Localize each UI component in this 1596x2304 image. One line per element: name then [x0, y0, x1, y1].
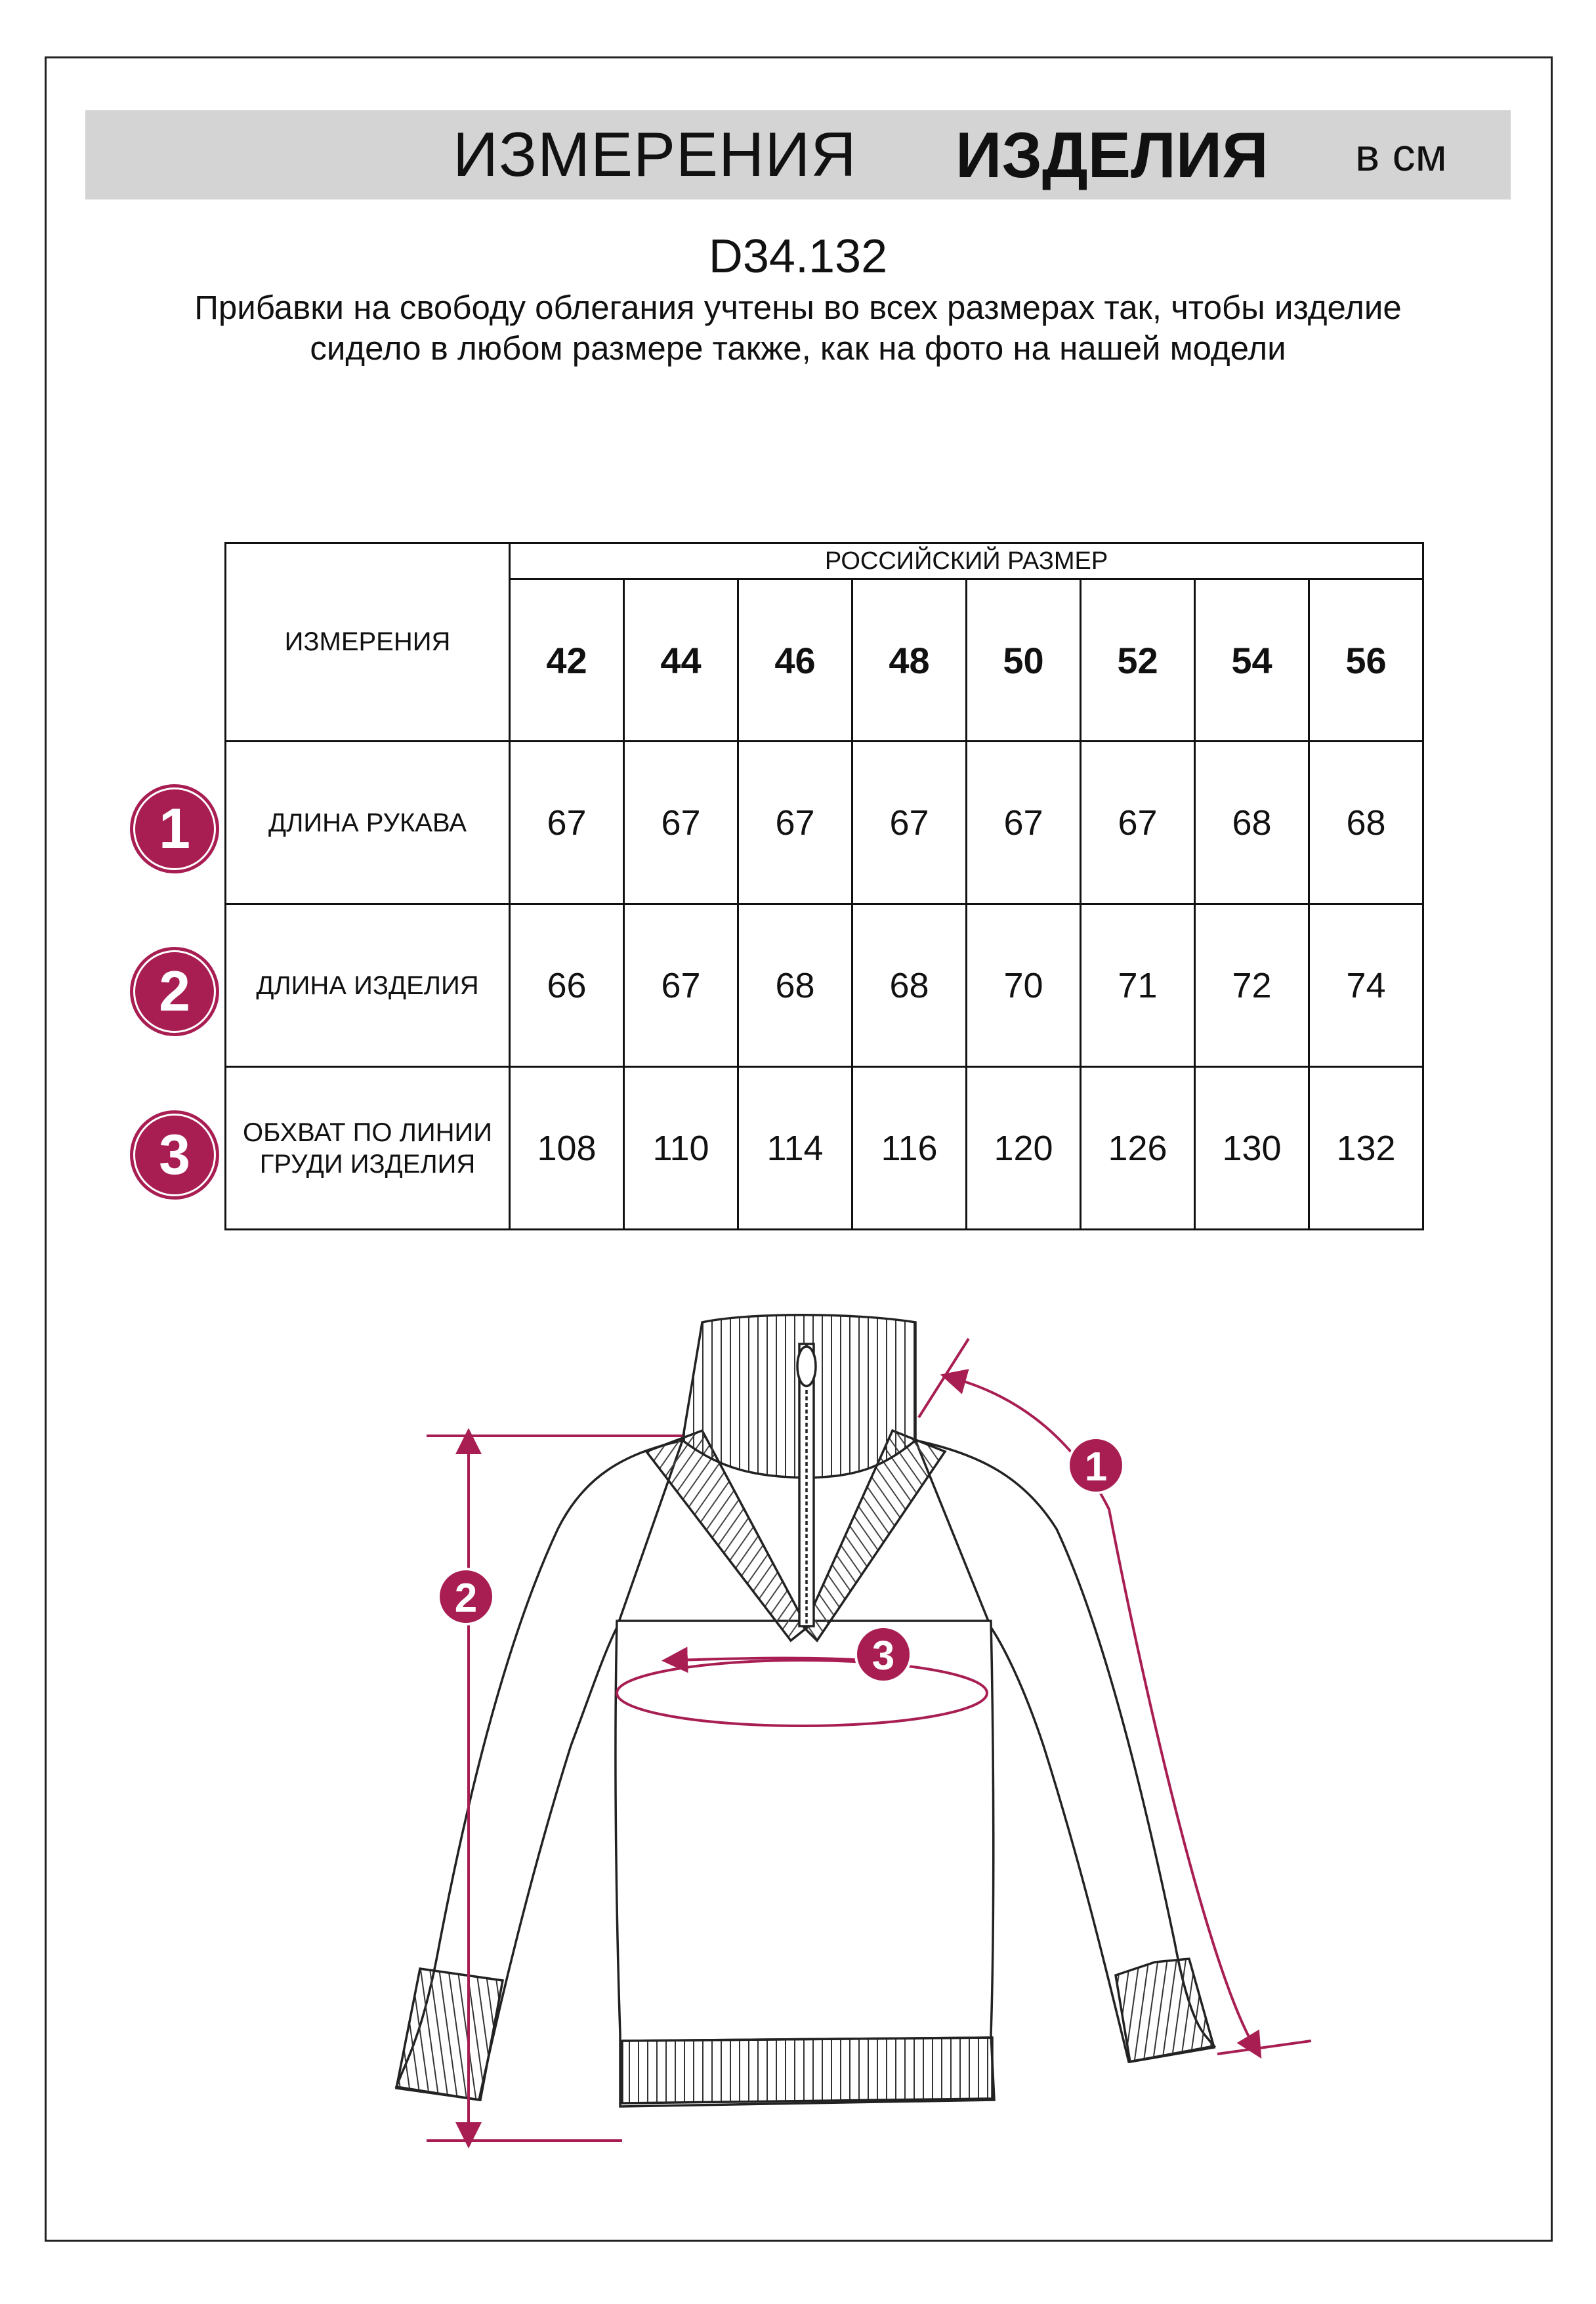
measure-value: 108 [510, 1067, 624, 1230]
size-cell: 46 [738, 579, 852, 742]
measure-value: 66 [510, 904, 624, 1067]
zipper-pull [797, 1347, 816, 1386]
measure-label: ДЛИНА ИЗДЕЛИЯ [226, 904, 510, 1067]
torso [616, 1621, 994, 2106]
size-cell: 48 [852, 579, 967, 742]
fit-note: Прибавки на свободу облегания учтены во всех размерах так, чтобы изделие сидело в любом размере также, как на фото на нашей модели [194, 289, 1402, 367]
title-bold: ИЗДЕЛИЯ [956, 119, 1269, 191]
measure-value: 67 [852, 742, 967, 904]
measure-value: 71 [1081, 904, 1195, 1067]
left-cuff [396, 1969, 503, 2100]
marker-badge-3: 3 [135, 1116, 214, 1194]
row-header: ИЗМЕРЕНИЯ [226, 543, 510, 742]
measure-value: 68 [1309, 742, 1423, 904]
size-cell: 52 [1081, 579, 1195, 742]
measure-value: 130 [1195, 1067, 1309, 1230]
measure-value: 132 [1309, 1067, 1423, 1230]
size-cell: 42 [510, 579, 624, 742]
measure-value: 68 [1195, 742, 1309, 904]
size-cell: 44 [624, 579, 738, 742]
measure-value: 74 [1309, 904, 1423, 1067]
right-cuff [1116, 1959, 1214, 2062]
measure-value: 72 [1195, 904, 1309, 1067]
hem-rib [622, 2038, 992, 2103]
size-cell: 50 [967, 579, 1081, 742]
measure-value: 110 [624, 1067, 738, 1230]
size-cell: 56 [1309, 579, 1423, 742]
marker-badge-1: 1 [135, 789, 214, 868]
measure-value: 67 [1081, 742, 1195, 904]
marker-2-label: 2 [454, 1576, 478, 1621]
measure-label: ОБХВАТ ПО ЛИНИИ ГРУДИ ИЗДЕЛИЯ [226, 1067, 510, 1230]
sweater-outline [396, 1315, 1214, 2106]
measure-value: 67 [967, 742, 1081, 904]
article-code: D34.132 [708, 230, 888, 283]
measure-value: 116 [852, 1067, 967, 1230]
measure-value: 67 [738, 742, 852, 904]
measure-value: 67 [624, 742, 738, 904]
measure-value: 126 [1081, 1067, 1195, 1230]
unit-label: в см [1355, 129, 1447, 180]
measure-value: 114 [738, 1067, 852, 1230]
marker-1-label: 1 [1084, 1444, 1108, 1490]
marker-3-label: 3 [872, 1633, 895, 1679]
marker-badge-2: 2 [135, 952, 214, 1031]
title-light: ИЗМЕРЕНИЯ [453, 119, 857, 190]
measure-label: ДЛИНА РУКАВА [226, 742, 510, 904]
measure-value: 68 [738, 904, 852, 1067]
measure-value: 67 [624, 904, 738, 1067]
size-cell: 54 [1195, 579, 1309, 742]
measure-value: 68 [852, 904, 967, 1067]
size-group-header: РОССИЙСКИЙ РАЗМЕР [510, 543, 1423, 579]
measure-value: 120 [967, 1067, 1081, 1230]
measure-value: 67 [510, 742, 624, 904]
measure-value: 70 [967, 904, 1081, 1067]
